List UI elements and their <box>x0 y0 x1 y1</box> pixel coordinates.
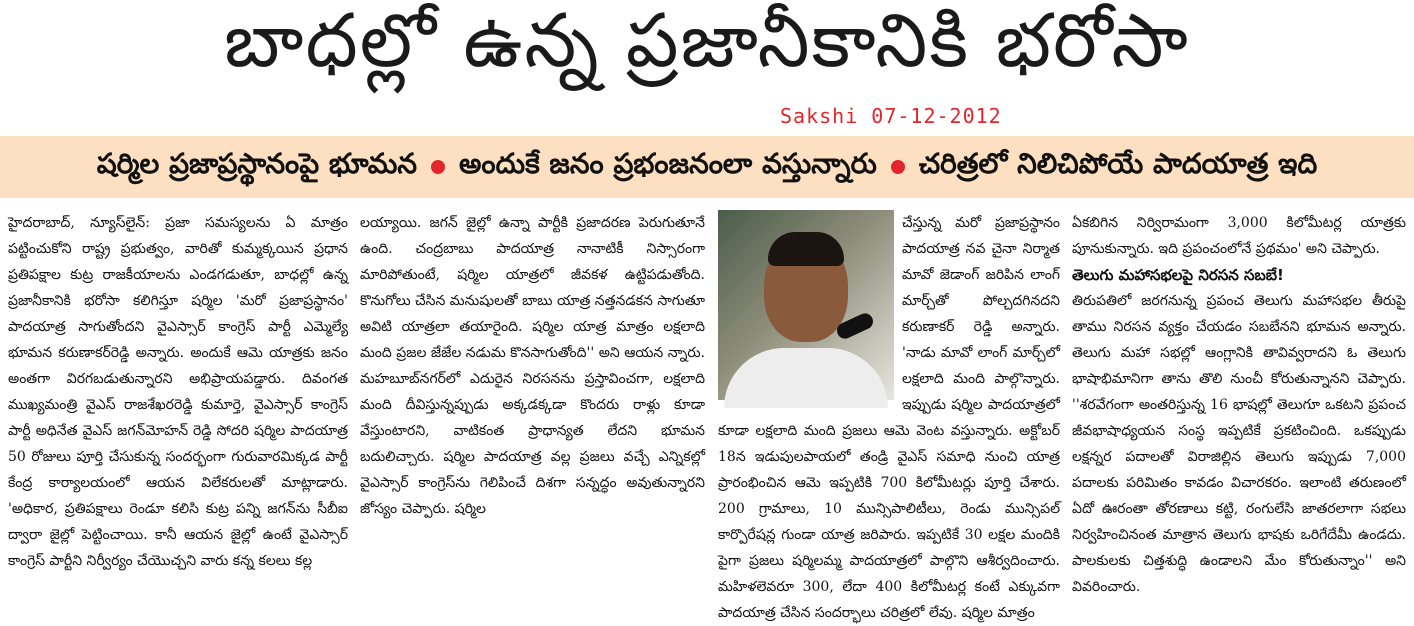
column-text: హైదరాబాద్, న్యూస్‌లైన్: ప్రజా సమస్యలను ఏ మాత్రం పట్టించుకోని రాష్ట్ర ప్రభుత్వం, వారితో కుమ్మక్కయిన ప్రధాన ప్రతిపక్షాల కుట్ర రాజకీయాలను ఎండగడుతూ, బాధల్లో ఉన్న ప్రజానీకానికి భరోసా కలిగిస్తూ షర్మిల 'మరో ప్రజాప్రస్థానం' పాదయాత్ర సాగుతోందని వైఎస్సార్ కాంగ్రెస్ పార్టీ ఎమ్మెల్యే భూమన కరుణాకర్‌రెడ్డి అన్నారు. అందుకే ఆమె యాత్రకు జనం అంతగా విరగబడుతున్నారని అభిప్రాయపడ్డారు. దివంగత ముఖ్యమంత్రి వైఎస్ రాజశేఖరరెడ్డి కుమార్తె, వైఎస్సార్ కాంగ్రెస్ పార్టీ అధినేత వైఎస్ జగన్‌మోహన్ రెడ్డి సోదరి షర్మిల పాదయాత్ర 50 రోజులు పూర్తి చేసుకున్న సందర్భంగా గురువారమిక్కడ పార్టీ కేంద్ర కార్యాలయంలో ఆయన విలేకరులతో మాట్లాడారు. 'అధికార, ప్రతిపక్షాలు రెండూ కలిసి కుట్ర పన్ని జగన్‌ను సీబీఐ ద్వారా జైల్లో పెట్టించాయి. కానీ ఆయన జైల్లో ఉంటే వైఎస్సార్ కాంగ్రెస్ పార్టీని నిర్వీర్యం చేయొచ్చని వారు కన్న కలలు కల్ల <box>8 215 348 569</box>
subhead-2: అందుకే జనం ప్రభంజనంలా వస్తున్నారు <box>459 147 877 180</box>
section-subheading: తెలుగు మహాసభలపై నిరసన సబబే! <box>1072 266 1284 284</box>
speaker-photo <box>718 210 894 400</box>
bullet-dot-icon <box>891 160 905 174</box>
column-text: లయ్యాయి. జగన్ జైల్లో ఉన్నా పార్టీకి ప్రజాదరణ పెరుగుతూనే ఉంది. చంద్రబాబు పాదయాత్ర నానాటికీ నిస్సారంగా మారిపోతుంటే, షర్మిల యాత్రలో జీవకళ ఉట్టిపడుతోంది. కొనుగోలు చేసిన మనుషులతో బాబు యాత్ర నత్తనడకన సాగుతూ అవిటి యాత్రలా తయారైంది. షర్మిల యాత్ర మాత్రం లక్షలాది మంది ప్రజల జేజేల నడుమ కొనసాగుతోంది'' అని ఆయన న్నారు. మహబూబ్‌నగర్‌లో ఎదురైన నిరసనను ప్రస్తావించగా, లక్షలాది మంది దీవిస్తున్నప్పుడు అక్కడక్కడా కొందరు రాళ్లు కూడా వేస్తుంటారని, వాటికంత ప్రాధాన్యత లేదని భూమన బదులిచ్చారు. షర్మిల పాదయాత్ర వల్ల ప్రజలు వచ్చే ఎన్నికల్లో వైఎస్సార్ కాంగ్రెస్‌ను గెలిపించే దిశగా సన్నద్ధం అవుతున్నారని జోస్యం చెప్పారు. షర్మిల <box>360 215 705 517</box>
photo-shirt <box>724 348 888 408</box>
article-column-4 <box>1072 210 1406 595</box>
column-text: ఏకబిగిన నిర్విరామంగా 3,000 కిలోమీటర్ల యాత్రకు పూనుకున్నారు. ఇది ప్రపంచంలోనే ప్రథమం' అని చెప్పారు. <box>1072 215 1406 257</box>
photo-hair <box>768 232 844 266</box>
column-text: చేస్తున్న మరో ప్రజాప్రస్థానం పాదయాత్ర నవ చైనా నిర్మాత మావో జెడాంగ్ జరిపిన లాంగ్ మార్చ్‌తో పోల్చదగినదని కరుణాకర్ రెడ్డి అన్నారు. 'నాడు మావో లాంగ్ మార్చ్‌లో లక్షలాది మంది పాల్గొన్నారు. ఇప్పుడు షర్మిల పాదయాత్రలో కూడా లక్షలాది మంది ప్రజలు ఆమె వెంట వస్తున్నారు. అక్టోబర్ 18న ఇడుపులపాయలో తండ్రి వైఎస్ సమాధి నుంచి యాత్ర ప్రారంభించిన ఆమె ఇప్పటికి 700 కిలోమీటర్లు పూర్తి చేశారు. 200 గ్రామాలు, 10 మున్సిపాలిటీలు, రెండు మున్సిపల్ కార్పొరేషన్ల గుండా యాత్ర జరిపారు. ఇప్పటికే 30 లక్షల మందికి పైగా ప్రజలు షర్మిలమ్మ పాదయాత్రలో పాల్గొని ఆశీర్వదించారు. మహిళలెవరూ 300, లేదా 400 కిలోమీటర్ల కంటే ఎక్కువగా పాదయాత్ర చేసిన సందర్భాలు చరిత్రలో లేవు. షర్మిల మాత్రం <box>718 215 1060 621</box>
article-column-2 <box>360 210 705 562</box>
subhead-3: చరిత్రలో నిలిచిపోయే పాదయాత్ర ఇది <box>918 147 1318 180</box>
bullet-dot-icon <box>431 160 445 174</box>
article-column-3 <box>718 210 1060 621</box>
headline: బాధల్లో ఉన్న ప్రజానీకానికి భరోసా <box>224 0 1190 84</box>
subheading-band <box>0 136 1414 198</box>
article-column-1 <box>8 210 348 569</box>
column-text: తిరుపతిలో జరగనున్న ప్రపంచ తెలుగు మహాసభల తీరుపై తాము నిరసన వ్యక్తం చేయడం సబబేనని భూమన అన్నారు. తెలుగు మహా సభల్లో ఆంగ్లానికి తావివ్వరాదని ఓ తెలుగు భాషాభిమానిగా తాను తొలి నుంచీ కోరుతున్నానని చెప్పారు. ''శరవేగంగా అంతరిస్తున్న 16 భాషల్లో తెలుగూ ఒకటని ప్రపంచ జీవభాషాధ్యయన సంస్థ ఇప్పటికే ప్రకటించింది. ఒకప్పుడు లక్షన్నర పదాలతో విరాజిల్లిన తెలుగు ఇప్పుడు 7,000 పదాలకు పరిమితం కావడం విచారకరం. ఇలాంటి తరుణంలో ఏదో ఊరంతా తోరణాలు కట్టి, రంగులేసి జాతరలాగా సభలు నిర్వహించినంత మాత్రాన తెలుగు భాషకు ఒరిగేదేమీ ఉండదు. పాలకులకు చిత్తశుద్ధి ఉండాలని మేం కోరుతున్నాం'' అని వివరించారు. <box>1072 293 1406 595</box>
subhead-1: షర్మిల ప్రజాప్రస్థానంపై భూమన <box>96 147 418 180</box>
source-date-label: Sakshi 07-12-2012 <box>780 104 1002 128</box>
